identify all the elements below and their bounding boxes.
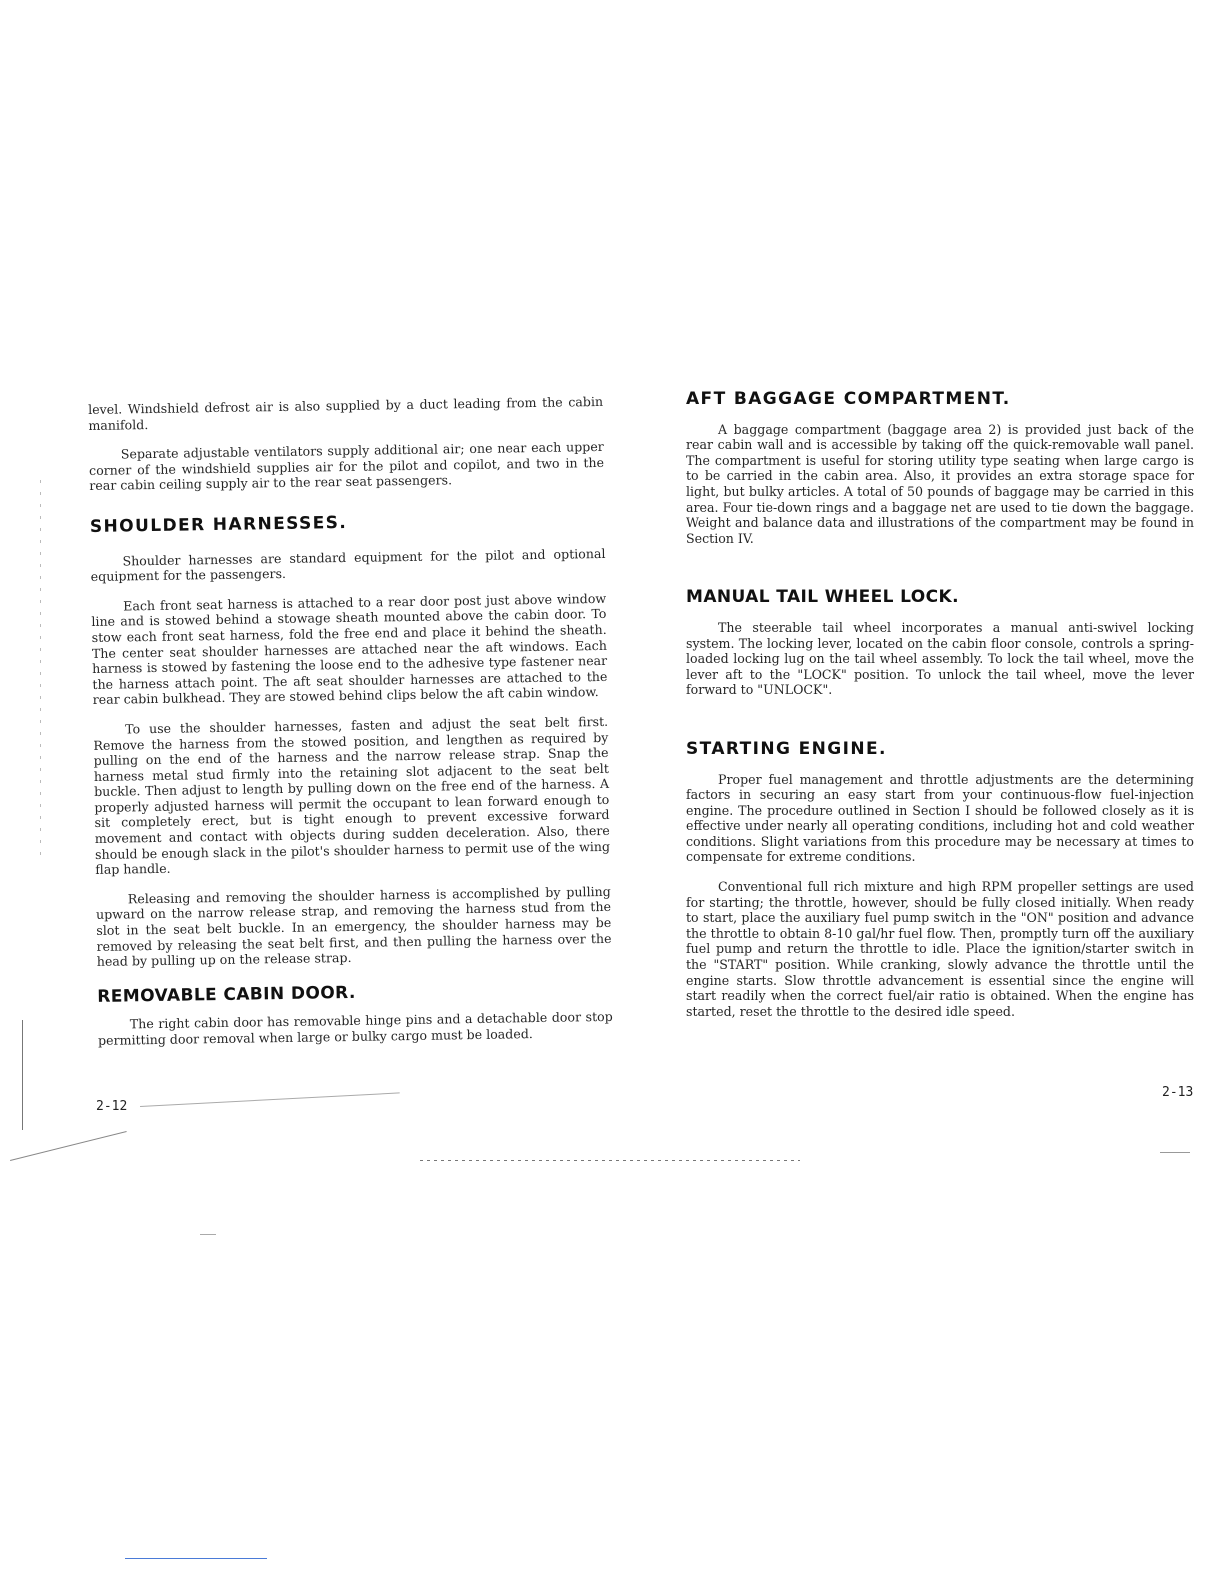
page-number-right: 2-13 [1162, 1085, 1194, 1100]
scan-artifact-edge [22, 1020, 23, 1130]
section-heading-removable-cabin-door: REMOVABLE CABIN DOOR. [97, 982, 356, 1007]
section-heading-aft-baggage: AFT BAGGAGE COMPARTMENT. [686, 389, 1011, 409]
scan-artifact-line [1160, 1152, 1190, 1153]
paragraph: To use the shoulder harnesses, fasten and adjust the seat belt first. Remove the harness from the stowed position, and lengthen as required by pulling on the end of the harness and the narrow release strap. Snap the harness metal stud firmly into the retaining slot adjacent to the seat belt buckle. Then adjust to length by pulling down on the free end of the harness. A properly adjusted harness will permit the occupant to lean forward enough to sit completely erect, but is tight enough to prevent excessive forward movement and contact with objects during sudden deceleration. Also, there should be enough slack in the pilot's shoulder harness to permit use of the wing flap handle. [93, 713, 611, 878]
paragraph: Releasing and removing the shoulder harness is accomplished by pulling upward on the narrow release strap, and removing the harness stud from the slot in the seat belt buckle. In an emergency, the shoulder harness may be removed by releasing the seat belt first, and then pulling the harness over the head by pulling up on the release strap. [95, 883, 612, 970]
section-heading-shoulder-harnesses: SHOULDER HARNESSES. [89, 512, 348, 537]
paragraph: Separate adjustable ventilators supply additional air; one near each upper corner of the windshield supplies air for the pilot and copilot, and two in the rear cabin ceiling supply air to the rear seat passengers. [88, 439, 605, 494]
paragraph: A baggage compartment (baggage area 2) is provided just back of the rear cabin wall and is accessible by taking off the quick-removable wall panel. The compartment is useful for storing utility type seating when large cargo is to be carried in the cabin area. Also, it provides an extra storage space for light, but bulky articles. A total of 50 pounds of baggage may be carried in this area. Four tie-down rings and a baggage net are used to tie down the baggage. Weight and balance data and illustrations of the compartment may be found in Section IV. [686, 421, 1194, 546]
section-heading-starting-engine: STARTING ENGINE. [686, 738, 887, 759]
page-number-left: 2-12 [96, 1099, 128, 1114]
paragraph: Conventional full rich mixture and high RPM propeller settings are used for starting; the throttle, however, should be fully closed initially. When ready to start, place the auxiliary fuel pump switch in the "ON" position and advance the throttle to obtain 8-10 gal/hr fuel flow. Then, promptly turn off the auxiliary fuel pump and return the throttle to idle. Place the ignition/starter switch in the "START" position. While cranking, slowly advance the throttle until the engine starts. Slow throttle advancement is essential since the engine will start readily when the correct fuel/air ratio is obtained. When the engine has started, reset the throttle to the desired idle speed. [686, 879, 1194, 1019]
scan-artifact-line [10, 1131, 127, 1161]
paragraph: Each front seat harness is attached to a rear door post just above window line and is stowed behind a stowage sheath mounted above the cabin door. To stow each front seat harness, fold the free end and place it behind the sheath. The center seat shoulder harnesses are attached near the aft windows. Each harness is stowed by fastening the loose end to the adhesive type fastener near the harness attach point. The aft seat shoulder harnesses are attached to the rear cabin bulkhead. They are stowed behind clips below the aft cabin window. [91, 590, 608, 708]
scan-artifact-line [200, 1234, 216, 1235]
paragraph: level. Windshield defrost air is also supplied by a duct leading from the cabin manifold. [88, 393, 604, 433]
paragraph: The right cabin door has removable hinge pins and a detachable door stop permitting door removal when large or bulky cargo must be loaded. [97, 1009, 613, 1048]
section-heading-manual-tail-wheel-lock: MANUAL TAIL WHEEL LOCK. [686, 587, 959, 608]
bottom-blue-line [125, 1558, 267, 1559]
scan-artifact-line [420, 1160, 800, 1161]
left-page-column [88, 394, 613, 1063]
scan-artifact-line [140, 1092, 400, 1107]
paragraph: The steerable tail wheel incorporates a manual anti-swivel locking system. The locking lever, located on the cabin floor console, controls a spring-loaded locking lug on the tail wheel assembly. To lock the tail wheel, move the lever aft to the "LOCK" position. To unlock the tail wheel, move the lever forward to "UNLOCK". [686, 619, 1194, 698]
paragraph: Proper fuel management and throttle adjustments are the determining factors in securing an easy start from your continuous-flow fuel-injection engine. The procedure outlined in Section I should be followed closely as it is effective under nearly all operating conditions, including hot and cold weather conditions. Slight variations from this procedure may be necessary at times to compensate for extreme conditions. [686, 771, 1194, 865]
paragraph: Shoulder harnesses are standard equipment for the pilot and optional equipment for the passengers. [90, 545, 606, 585]
scan-artifact-edge [40, 480, 41, 860]
right-page-column [686, 389, 1194, 1033]
